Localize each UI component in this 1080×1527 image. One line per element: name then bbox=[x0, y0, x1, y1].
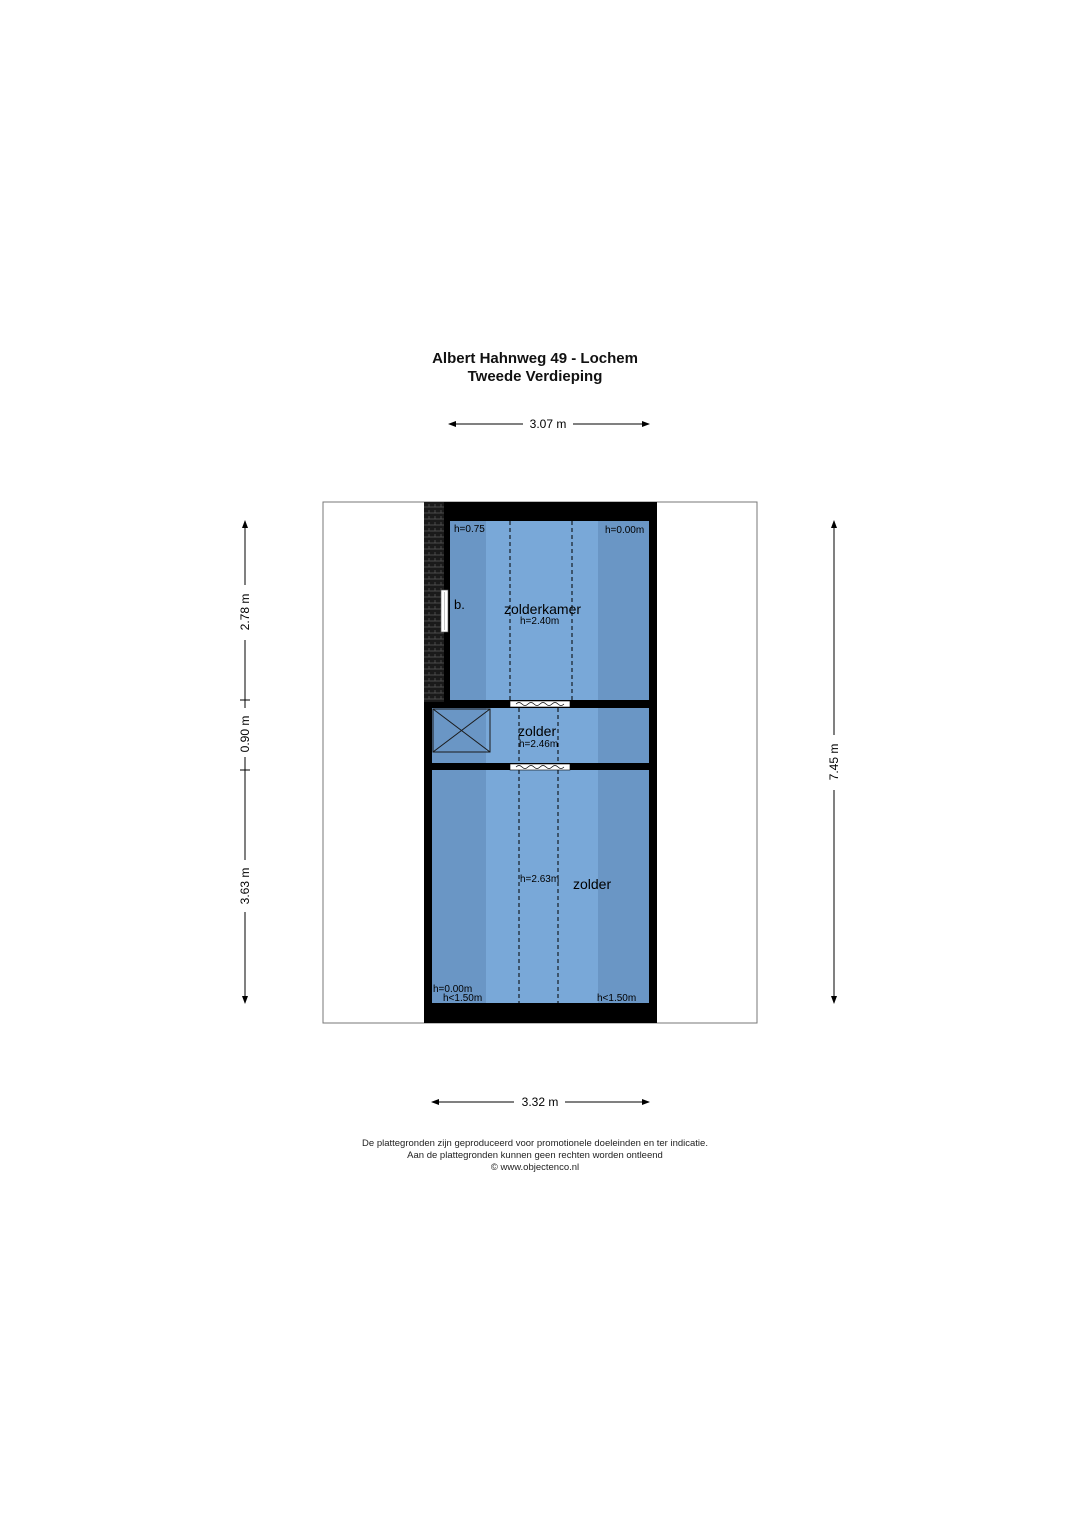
dimension-bottom-label: 3.32 m bbox=[521, 1095, 559, 1109]
zolder-bottom-height-left-bottom: h<1.50m bbox=[443, 993, 483, 1004]
room-zolder-bottom bbox=[432, 770, 649, 1003]
dimension-top bbox=[449, 417, 649, 431]
zolder-bottom-height-right-bottom: h<1.50m bbox=[597, 993, 637, 1004]
zolder-bottom-name: zolder bbox=[573, 876, 612, 892]
floor-name: Tweede Verdieping bbox=[467, 368, 603, 385]
zolderkamer-height-left: h=0.75 bbox=[454, 524, 485, 535]
dimension-left-1: 2.78 m bbox=[238, 593, 252, 631]
dimension-right bbox=[827, 521, 841, 1003]
door-lower bbox=[510, 764, 570, 770]
bathroom-label: b. bbox=[454, 597, 465, 612]
disclaimer-line-2: Aan de plattegronden kunnen geen rechten worden ontleend bbox=[407, 1150, 663, 1161]
disclaimer-line-1: De plattegronden zijn geproduceerd voor promotionele doeleinden en ter indicatie. bbox=[362, 1138, 708, 1149]
disclaimer-line-3: © www.objectenco.nl bbox=[490, 1162, 580, 1173]
zolderkamer-height: h=2.40m bbox=[520, 616, 560, 627]
zolderkamer-height-right: h=0.00m bbox=[605, 525, 645, 536]
zolder-bottom-height: h=2.63m bbox=[520, 874, 560, 885]
door-upper bbox=[510, 701, 570, 707]
dimension-right-label: 7.45 m bbox=[827, 743, 841, 781]
disclaimer bbox=[0, 1138, 1070, 1174]
zolder-middle-name: zolder bbox=[518, 723, 557, 739]
dimension-top-label: 3.07 m bbox=[529, 417, 567, 431]
dimension-bottom bbox=[432, 1095, 649, 1109]
dimension-left-2: 0.90 m bbox=[238, 715, 252, 753]
zolder-middle-height: h=2.46m bbox=[519, 739, 559, 750]
dimension-left-3: 3.63 m bbox=[238, 867, 252, 905]
dimension-left bbox=[238, 521, 252, 1003]
plan-title: Albert Hahnweg 49 - Lochem bbox=[432, 350, 638, 367]
zolderkamer-name: zolderkamer bbox=[504, 601, 582, 617]
zolder-bottom-height-left-top: h=0.00m bbox=[433, 984, 473, 995]
